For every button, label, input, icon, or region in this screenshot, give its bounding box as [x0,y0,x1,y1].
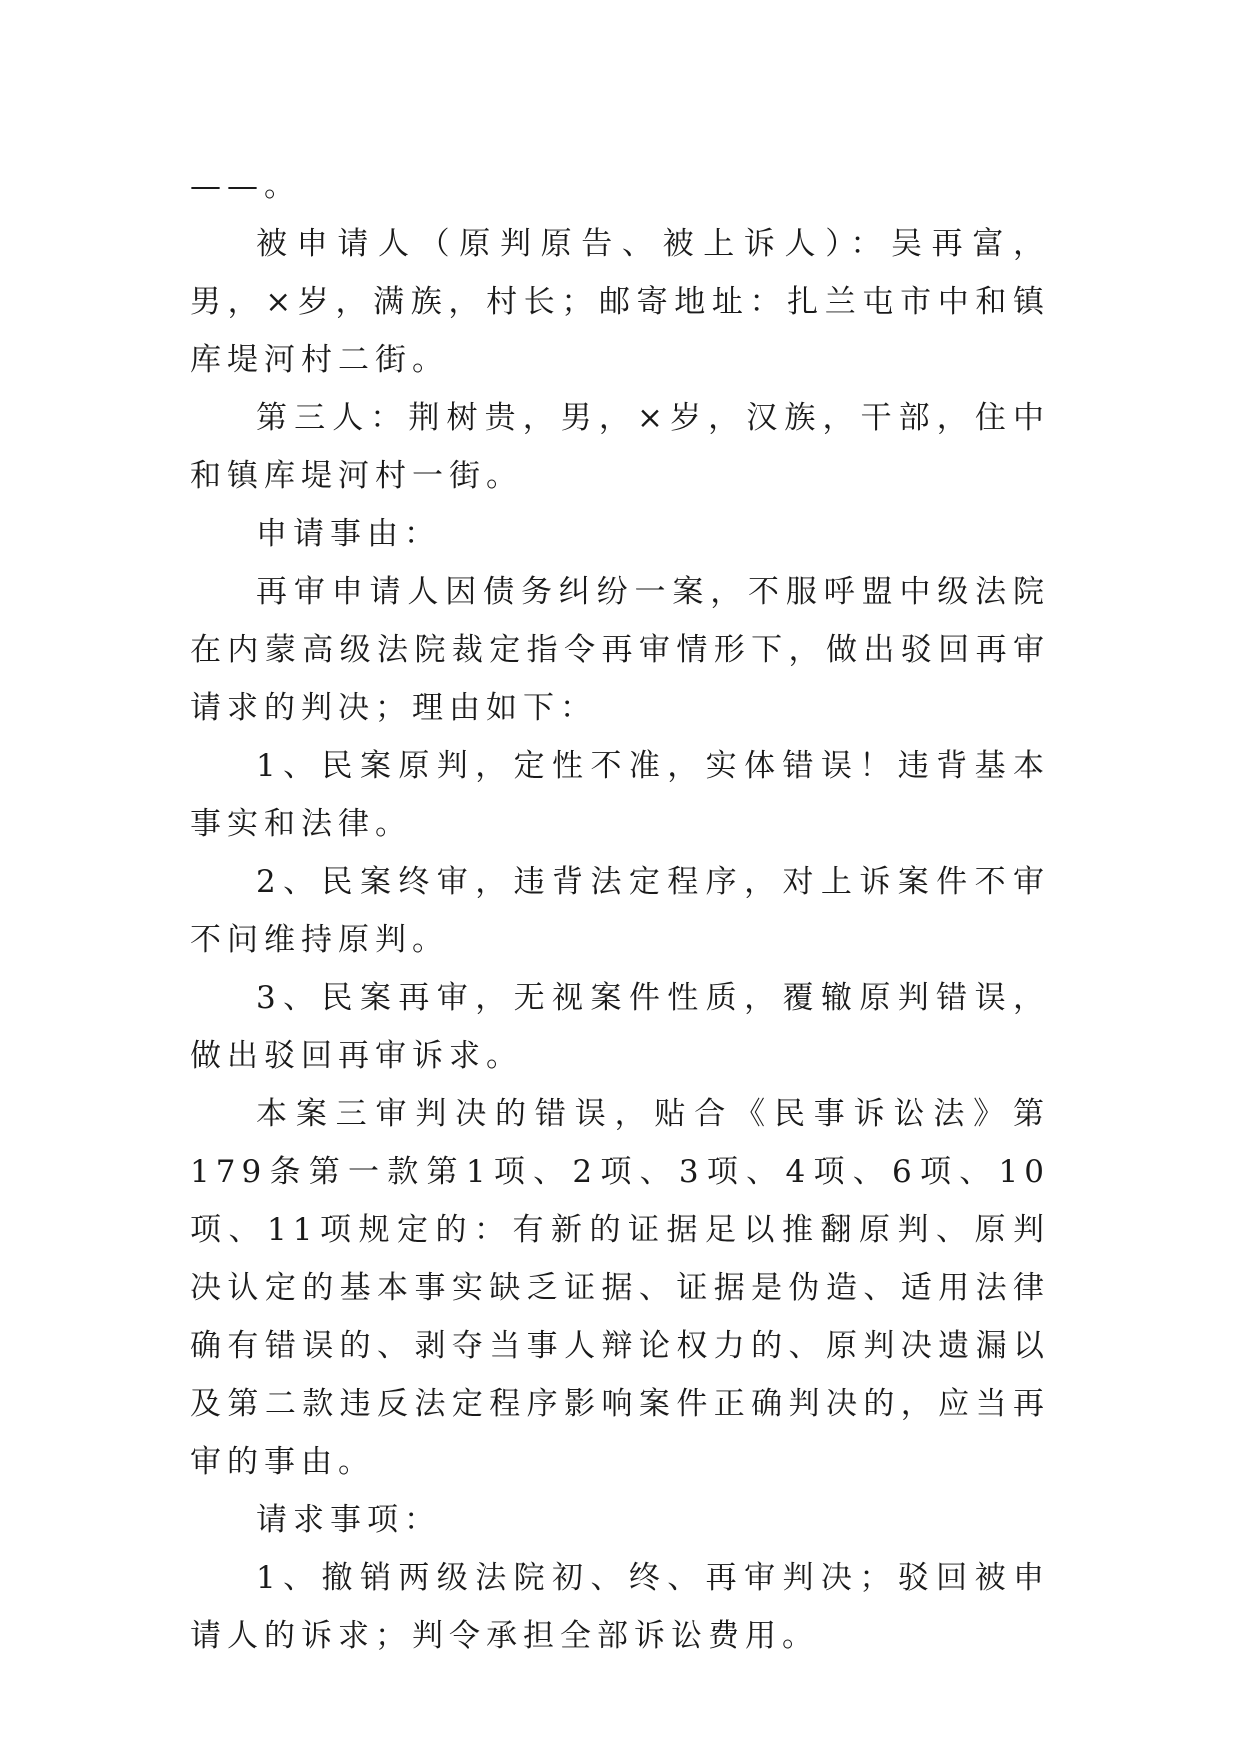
paragraph-legal-basis: 本案三审判决的错误，贴合《民事诉讼法》第179条第一款第1项、2项、3项、4项、6项、10项、11项规定的：有新的证据足以推翻原判、原判决认定的基本事实缺乏证据、证据是伪造、适用法律确有错误的、剥夺当事人辩论权力的、原判决遗漏以及第二款违反法定程序影响案件正确判决的，应当再审的事由。 [190,1096,1050,1480]
document-body [190,157,1050,1665]
heading-request-items: 请求事项： [256,1502,441,1538]
paragraph-reason-1: 1、民案原判，定性不准，实体错误！违背基本事实和法律。 [190,748,1050,842]
paragraph-dash: ——。 [190,168,301,204]
paragraph-respondent: 被申请人（原判原告、被上诉人）：吴再富，男，×岁，满族，村长；邮寄地址：扎兰屯市中和镇库堤河村二街。 [190,226,1050,378]
paragraph-reason-intro: 再审申请人因债务纠纷一案，不服呼盟中级法院在内蒙高级法院裁定指令再审情形下，做出驳回再审请求的判决；理由如下： [190,574,1050,726]
paragraph-reason-3: 3、民案再审，无视案件性质，覆辙原判错误，做出驳回再审诉求。 [190,980,1050,1074]
paragraph-reason-2: 2、民案终审，违背法定程序，对上诉案件不审不问维持原判。 [190,864,1050,958]
paragraph-request-1: 1、撤销两级法院初、终、再审判决；驳回被申请人的诉求；判令承担全部诉讼费用。 [190,1560,1050,1654]
paragraph-third-party: 第三人：荆树贵，男，×岁，汉族，干部，住中和镇库堤河村一街。 [190,400,1050,494]
heading-application-reason: 申请事由： [256,516,441,552]
